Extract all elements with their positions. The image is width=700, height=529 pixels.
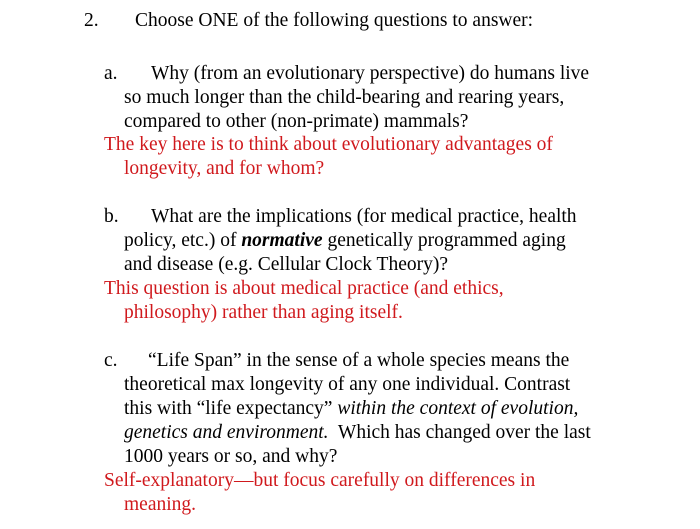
item-a-question-line: Why (from an evolutionary perspective) do humans live [151, 63, 590, 84]
item-a-note-line: longevity, and for whom? [124, 158, 325, 179]
item-b-question-text: policy, etc.) of [124, 230, 237, 251]
item-b-note-line: This question is about medical practice (and ethics, [104, 278, 504, 299]
question-prompt: Choose ONE of the following questions to answer: [135, 10, 534, 31]
item-c-question-line: 1000 years or so, and why? [124, 446, 338, 467]
item-c-note-line: Self-explanatory—but focus carefully on differences in [104, 470, 536, 491]
item-b-emphasis: normative [241, 230, 323, 251]
item-b-question-text: genetically programmed aging [327, 230, 566, 251]
item-c-question-line [124, 398, 578, 420]
item-b-question-line: What are the implications (for medical practice, health [151, 206, 577, 227]
item-c-emphasis: genetics and environment. [124, 422, 329, 443]
item-a-question-line: compared to other (non-primate) mammals? [124, 111, 469, 132]
question-number: 2. [84, 10, 99, 31]
item-b-label: b. [104, 206, 119, 227]
item-c-question-line [124, 422, 591, 444]
item-a-label: a. [104, 63, 118, 84]
item-c-question-line: “Life Span” in the sense of a whole species means the [148, 350, 570, 371]
item-c-note-line: meaning. [124, 494, 197, 515]
item-a-question-line: so much longer than the child-bearing and rearing years, [124, 87, 565, 108]
item-b-question-line [124, 230, 566, 252]
item-c-question-line: theoretical max longevity of any one individual. Contrast [124, 374, 571, 395]
item-c-emphasis: within the context of evolution, [337, 398, 579, 419]
item-b-question-line: and disease (e.g. Cellular Clock Theory)? [124, 254, 448, 275]
item-a-note-line: The key here is to think about evolutionary advantages of [104, 134, 553, 155]
item-c-label: c. [104, 350, 118, 371]
item-c-question-text: this with “life expectancy” [124, 398, 333, 419]
item-b-note-line: philosophy) rather than aging itself. [124, 302, 403, 323]
item-c-question-text: Which has changed over the last [337, 422, 591, 443]
